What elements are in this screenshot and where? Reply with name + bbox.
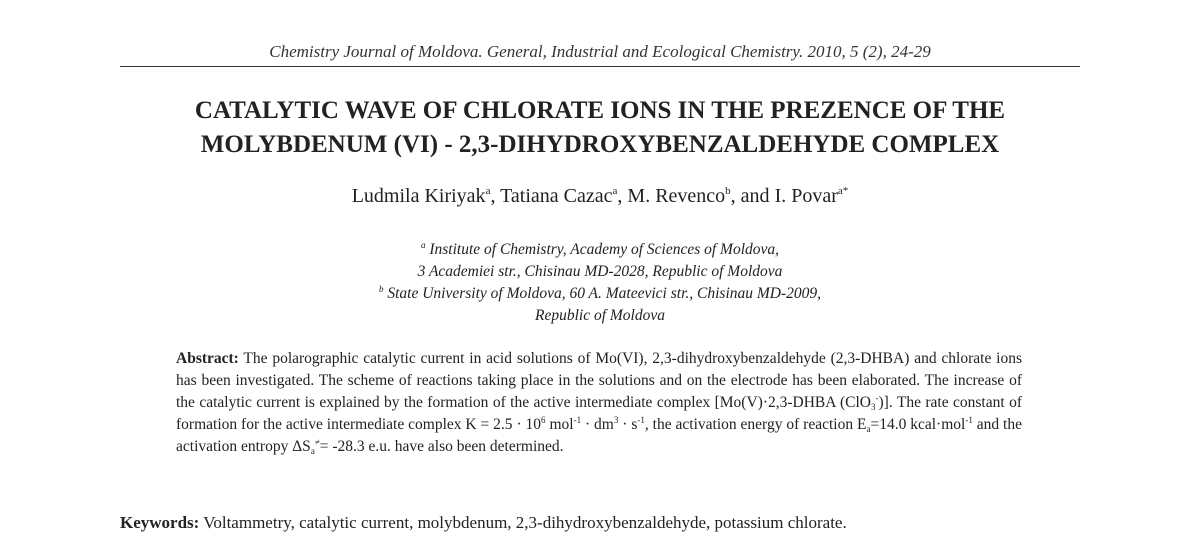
- abstract-label: Abstract:: [176, 350, 239, 367]
- affiliation-a-line-1: [0, 239, 1200, 261]
- author-separator: ,: [617, 185, 628, 207]
- affiliation-b-line-2: Republic of Moldova: [535, 307, 665, 324]
- abstract-superscript: ≠: [314, 437, 320, 447]
- affiliation-b-text: State University of Moldova, 60 A. Mateevici str., Chisinau MD-2009,: [383, 285, 822, 302]
- header-rule: [120, 66, 1080, 67]
- abstract-subscript: 3: [871, 402, 876, 412]
- affiliation-a-text: Institute of Chemistry, Academy of Sciences of Moldova,: [425, 241, 780, 258]
- abstract-superscript: 6: [541, 415, 546, 425]
- abstract-subscript: a: [310, 446, 315, 456]
- author-separator: , and: [730, 185, 775, 207]
- abstract-text: = -28.3 e.u. have also been determined.: [319, 438, 564, 455]
- abstract-text: , the activation energy of reaction E: [644, 416, 867, 433]
- author-separator: ,: [490, 185, 501, 207]
- abstract-superscript: -1: [637, 415, 645, 425]
- author-affil-sup: a: [485, 185, 491, 197]
- affiliation-b-sup: b: [378, 284, 384, 294]
- author-name: I. Povar: [774, 185, 838, 207]
- abstract-text: · dm: [581, 416, 614, 433]
- abstract: [176, 348, 1022, 458]
- article-title: [0, 94, 1200, 162]
- affiliation-a-line-2: 3 Academiei str., Chisinau MD-2028, Republic of Moldova: [417, 263, 783, 280]
- title-line-1: CATALYTIC WAVE OF CHLORATE IONS IN THE PREZENCE OF THE: [194, 97, 1006, 124]
- author-affil-sup: a*: [837, 185, 849, 197]
- affiliation-b-line-1: [0, 283, 1200, 305]
- abstract-superscript: -1: [573, 415, 582, 425]
- author-name: M. Revenco: [627, 185, 726, 207]
- author-name: Tatiana Cazac: [500, 185, 613, 207]
- abstract-text: The polarographic catalytic current in acid solutions of Mo(VI), 2,3-dihydroxybenzaldehyde (2,3-DHBA) and chlorate ions has been investigated. The scheme of reactions taking place in the solutions and on the electrode has been elaborated. The increase of the catalytic current is explained by the formation of the active intermediate complex [Mo(V)·2,3-DHBA (ClO: [176, 350, 1022, 411]
- keywords-label: Keywords:: [120, 513, 200, 532]
- author-list: [0, 185, 1200, 208]
- journal-header: Chemistry Journal of Moldova. General, Industrial and Ecological Chemistry. 2010, 5 (2), 24-29: [269, 42, 931, 61]
- abstract-superscript: -1: [965, 415, 973, 425]
- title-line-2: MOLYBDENUM (VI) - 2,3-DIHYDROXYBENZALDEHYDE COMPLEX: [200, 131, 1000, 158]
- keywords-text: Voltammetry, catalytic current, molybdenum, 2,3-dihydroxybenzaldehyde, potassium chlorate.: [199, 513, 847, 532]
- abstract-text: · s: [618, 416, 638, 433]
- author-affil-sup: a: [612, 185, 618, 197]
- abstract-text: and the activation entropy ΔS: [176, 416, 1022, 455]
- abstract-subscript: a: [866, 424, 871, 434]
- abstract-text: =14.0 kcal·mol: [870, 416, 966, 433]
- abstract-superscript: -: [875, 393, 879, 403]
- affiliations: [0, 239, 1200, 327]
- abstract-superscript: 3: [613, 415, 619, 425]
- keywords: [120, 513, 1080, 533]
- author-name: Ludmila Kiriyak: [351, 185, 486, 207]
- abstract-text: )]. The rate constant of formation for the active intermediate complex K = 2.5 · 10: [176, 394, 1023, 433]
- author-affil-sup: b: [725, 185, 731, 197]
- affiliation-a-sup: a: [420, 240, 426, 250]
- abstract-text: mol: [545, 416, 574, 433]
